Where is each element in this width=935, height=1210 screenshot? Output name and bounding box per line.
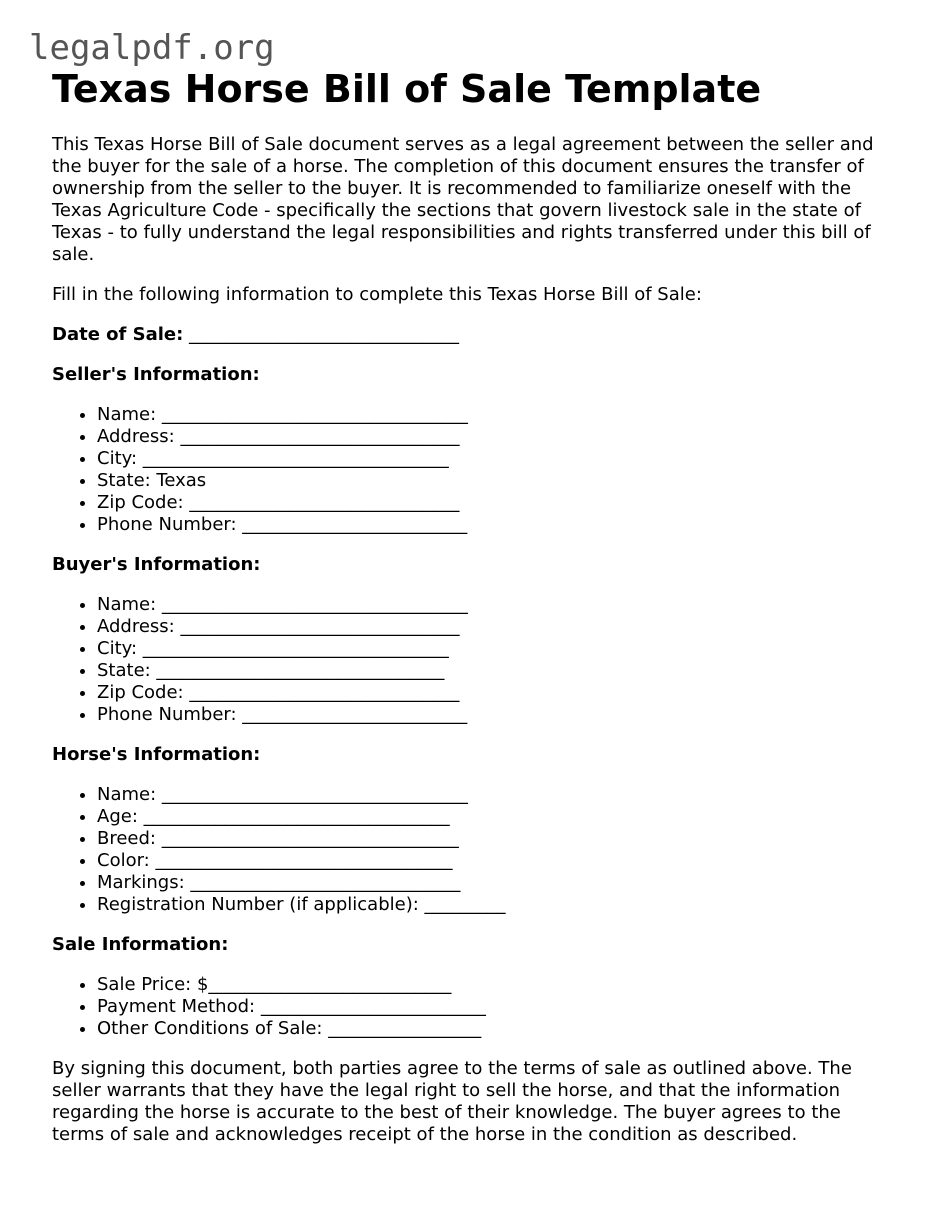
date-of-sale-line xyxy=(52,324,882,346)
document-body xyxy=(52,66,882,1146)
sale-fields-list xyxy=(52,974,882,1040)
seller-state-field: • State: Texas xyxy=(97,470,882,492)
buyer-fields-list xyxy=(52,594,882,726)
horse-name-field: • Name: __________________________________ xyxy=(97,784,882,806)
horse-breed-field: • Breed: _________________________________ xyxy=(97,828,882,850)
intro-paragraph: This Texas Horse Bill of Sale document serves as a legal agreement between the seller and the buyer for the sale of a horse. The completion of this document ensures the transfer of ownership from the seller to the buyer. It is recommended to familiarize oneself with the Texas Agriculture Code - specifically the sections that govern livestock sale in the state of Texas - to fully understand the legal responsibilities and rights transferred under this bill of sale. xyxy=(52,134,874,265)
seller-fields-list xyxy=(52,404,882,536)
horse-registration-field: • Registration Number (if applicable): _________ xyxy=(97,894,882,916)
buyer-city-field: • City: __________________________________ xyxy=(97,638,882,660)
seller-name-field: • Name: __________________________________ xyxy=(97,404,882,426)
fill-instruction: Fill in the following information to complete this Texas Horse Bill of Sale: xyxy=(52,284,702,305)
buyer-phone-field: • Phone Number: _________________________ xyxy=(97,704,882,726)
date-of-sale-label: Date of Sale: xyxy=(52,324,184,345)
horse-markings-field: • Markings: ______________________________ xyxy=(97,872,882,894)
sale-section-title: Sale Information: xyxy=(52,934,229,955)
closing-paragraph: By signing this document, both parties agree to the terms of sale as outlined above. The seller warrants that they have the legal right to sell the horse, and that the information regarding the horse is accurate to the best of their knowledge. The buyer agrees to the terms of sale and acknowledges receipt of the horse in the condition as described. xyxy=(52,1058,852,1145)
date-of-sale-blank: ______________________________ xyxy=(183,324,460,345)
payment-method-field: • Payment Method: _________________________ xyxy=(97,996,882,1018)
horse-section-title: Horse's Information: xyxy=(52,744,261,765)
seller-zip-field: • Zip Code: ______________________________ xyxy=(97,492,882,514)
horse-age-field: • Age: __________________________________ xyxy=(97,806,882,828)
buyer-section-title: Buyer's Information: xyxy=(52,554,261,575)
seller-address-field: • Address: _______________________________ xyxy=(97,426,882,448)
sale-price-field: • Sale Price: $___________________________ xyxy=(97,974,882,996)
other-conditions-field: • Other Conditions of Sale: _________________ xyxy=(97,1018,882,1040)
document-title: Texas Horse Bill of Sale Template xyxy=(52,67,762,111)
buyer-state-field: • State: ________________________________ xyxy=(97,660,882,682)
seller-section-title: Seller's Information: xyxy=(52,364,260,385)
legalpdf-watermark: legalpdf.org xyxy=(29,28,275,68)
seller-phone-field: • Phone Number: _________________________ xyxy=(97,514,882,536)
seller-city-field: • City: __________________________________ xyxy=(97,448,882,470)
buyer-zip-field: • Zip Code: ______________________________ xyxy=(97,682,882,704)
buyer-name-field: • Name: __________________________________ xyxy=(97,594,882,616)
buyer-address-field: • Address: _______________________________ xyxy=(97,616,882,638)
horse-color-field: • Color: _________________________________ xyxy=(97,850,882,872)
horse-fields-list xyxy=(52,784,882,916)
